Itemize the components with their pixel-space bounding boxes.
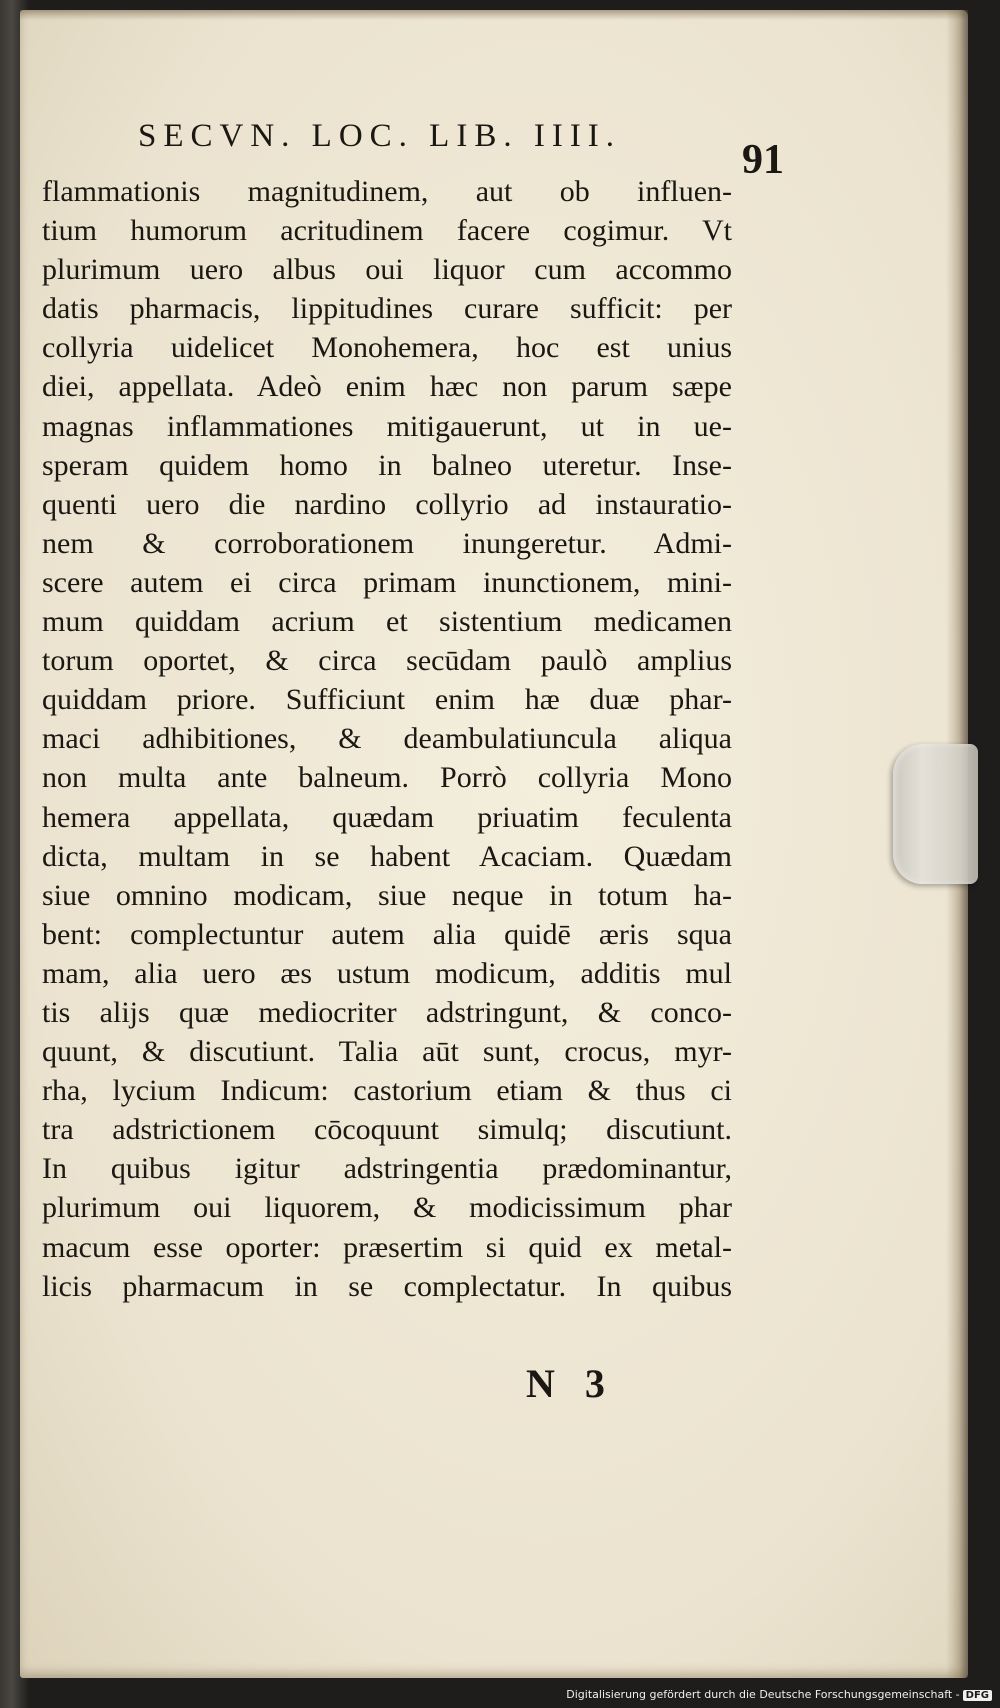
text-line: nem & corroborationem inungeretur. Admi- — [42, 526, 732, 560]
text-line: scere autem ei circa primam inunctionem, mini- — [42, 565, 732, 599]
credit-text: Digitalisierung gefördert durch die Deutsche Forschungsgemeinschaft - — [566, 1688, 960, 1701]
text-line: speram quidem homo in balneo uteretur. Inse- — [42, 448, 732, 482]
digitization-credit — [566, 1688, 992, 1701]
text-line: mum quiddam acrium et sistentium medicamen — [42, 605, 732, 639]
text-line: diei, appellata. Adeò enim hæc non parum sæpe — [42, 370, 732, 404]
dfg-logo: DFG — [963, 1690, 992, 1701]
text-line: mam, alia uero æs ustum modicum, additis mul — [42, 956, 732, 990]
text-line: quiddam priore. Sufficiunt enim hæ duæ phar- — [42, 683, 732, 717]
folio-number: 91 — [742, 137, 784, 183]
text-line: bent: complectuntur autem alia quidē æris squa — [42, 917, 732, 951]
text-line: non multa ante balneum. Porrò collyria Mono — [42, 761, 732, 795]
text-line: macum esse oporter: præsertim si quid ex metal- — [42, 1230, 732, 1264]
text-line: quunt, & discutiunt. Talia aūt sunt, crocus, myr- — [42, 1035, 732, 1069]
text-line: plurimum uero albus oui liquor cum accommo — [42, 253, 732, 287]
text-line: plurimum oui liquorem, & modicissimum phar — [42, 1191, 732, 1225]
page-top-shadow — [20, 10, 968, 20]
text-line: magnas inflammationes mitigauerunt, ut in ue- — [42, 409, 732, 443]
text-line: quenti uero die nardino collyrio ad instauratio- — [42, 487, 732, 521]
text-line: hemera appellata, quædam priuatim feculenta — [42, 800, 732, 834]
text-line: licis pharmacum in se complectatur. In quibus — [42, 1269, 732, 1303]
text-line: rha, lycium Indicum: castorium etiam & thus ci — [42, 1074, 732, 1108]
text-line: tra adstrictionem cōcoquunt simulq; discutiunt. — [42, 1113, 732, 1147]
text-line: siue omnino modicam, siue neque in totum ha- — [42, 878, 732, 912]
text-line: torum oportet, & circa secūdam paulò amplius — [42, 644, 732, 678]
text-line: dicta, multam in se habent Acaciam. Quædam — [42, 839, 732, 873]
text-line: datis pharmacis, lippitudines curare sufficit: per — [42, 292, 732, 326]
text-line: tium humorum acritudinem facere cogimur. Vt — [42, 214, 732, 248]
text-line: flammationis magnitudinem, aut ob influen- — [42, 175, 732, 208]
text-line: In quibus igitur adstringentia prædominantur, — [42, 1152, 732, 1186]
running-title: SECVN. LOC. LIB. IIII. — [138, 118, 622, 154]
book-page — [20, 10, 968, 1678]
page-clip-bookmark — [893, 744, 978, 884]
signature-mark: N 3 — [526, 1361, 615, 1406]
text-line: maci adhibitiones, & deambulatiuncula aliqua — [42, 722, 732, 756]
text-line: tis alijs quæ mediocriter adstringunt, & conco- — [42, 995, 732, 1029]
body-text — [42, 172, 732, 1306]
text-line: collyria uidelicet Monohemera, hoc est unius — [42, 331, 732, 365]
